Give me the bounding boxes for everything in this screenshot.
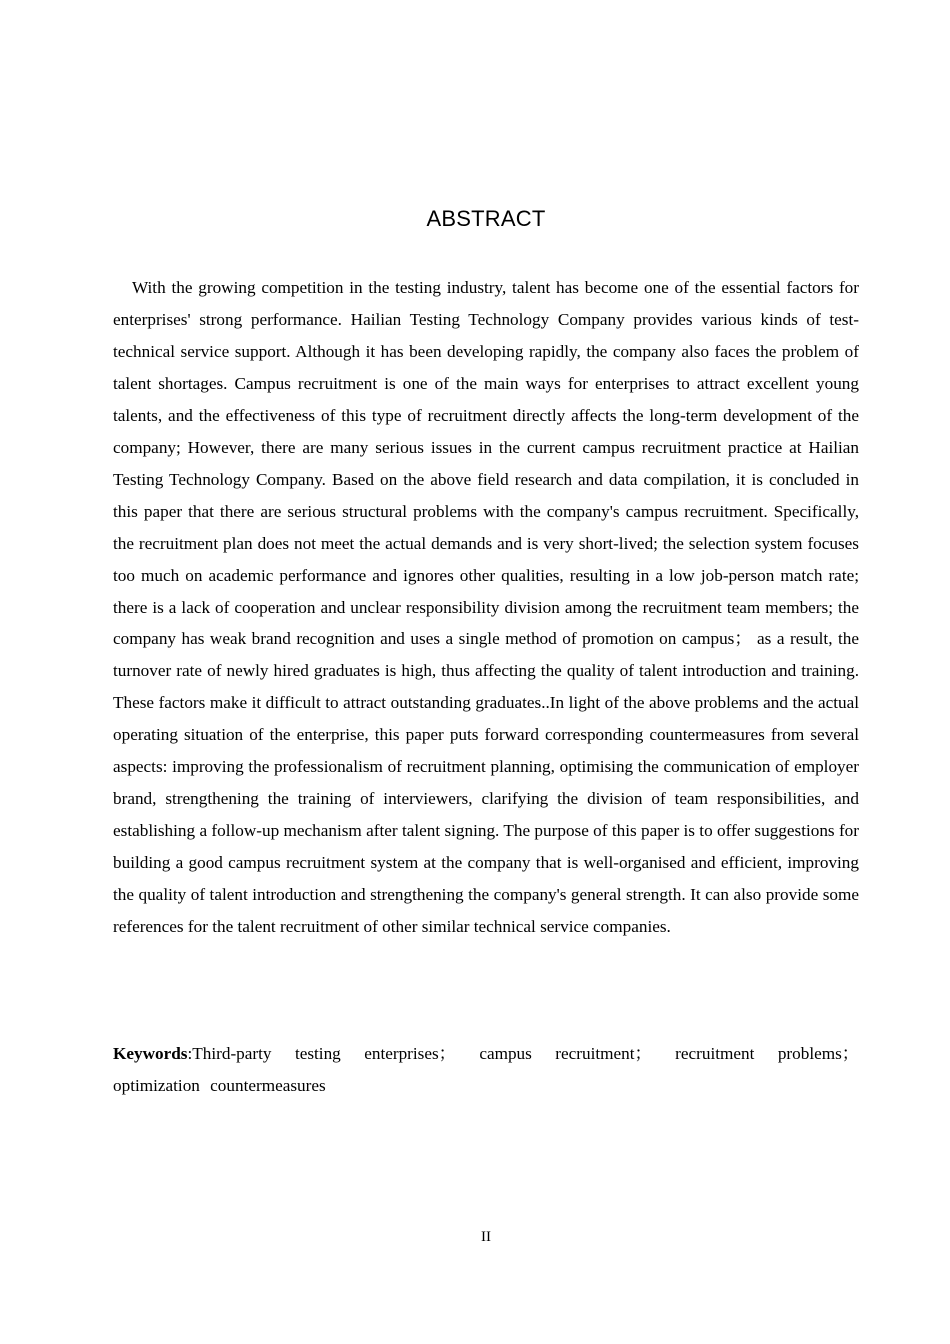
keywords-line xyxy=(113,1038,859,1102)
keywords-label: Keywords xyxy=(113,1044,188,1063)
page-number: II xyxy=(481,1229,491,1245)
abstract-body: With the growing competition in the testing industry, talent has become one of the essential factors for enterprises' strong performance. Hailian Testing Technology Company provides various kinds of test-technical service support. Although it has been developing rapidly, the company also faces the problem of talent shortages. Campus recruitment is one of the main ways for enterprises to attract excellent young talents, and the effectiveness of this type of recruitment directly affects the long-term development of the company; However, there are many serious issues in the current campus recruitment practice at Hailian Testing Technology Company. Based on the above field research and data compilation, it is concluded in this paper that there are serious structural problems with the company's campus recruitment. Specifically, the recruitment plan does not meet the actual demands and is very short-lived; the selection system focuses too much on academic performance and ignores other qualities, resulting in a low job-person match rate; there is a lack of cooperation and unclear responsibility division among the recruitment team members; the company has weak brand recognition and uses a single method of promotion on campus； as a result, the turnover rate of newly hired graduates is high, thus affecting the quality of talent introduction and training. These factors make it difficult to attract outstanding graduates..In light of the above problems and the actual operating situation of the enterprise, this paper puts forward corresponding countermeasures from several aspects: improving the professionalism of recruitment planning, optimising the communication of employer brand, strengthening the training of interviewers, clarifying the division of team responsibilities, and establishing a follow-up mechanism after talent signing. The purpose of this paper is to offer suggestions for building a good campus recruitment system at the company that is well-organised and efficient, improving the quality of talent introduction and strengthening the company's general strength. It can also provide some references for the talent recruitment of other similar technical service companies. xyxy=(113,278,859,937)
abstract-title: ABSTRACT xyxy=(426,206,546,231)
keywords-text: :Third-party testing enterprises； campus recruitment； recruitment problems； optimization countermeasures xyxy=(113,1044,859,1095)
